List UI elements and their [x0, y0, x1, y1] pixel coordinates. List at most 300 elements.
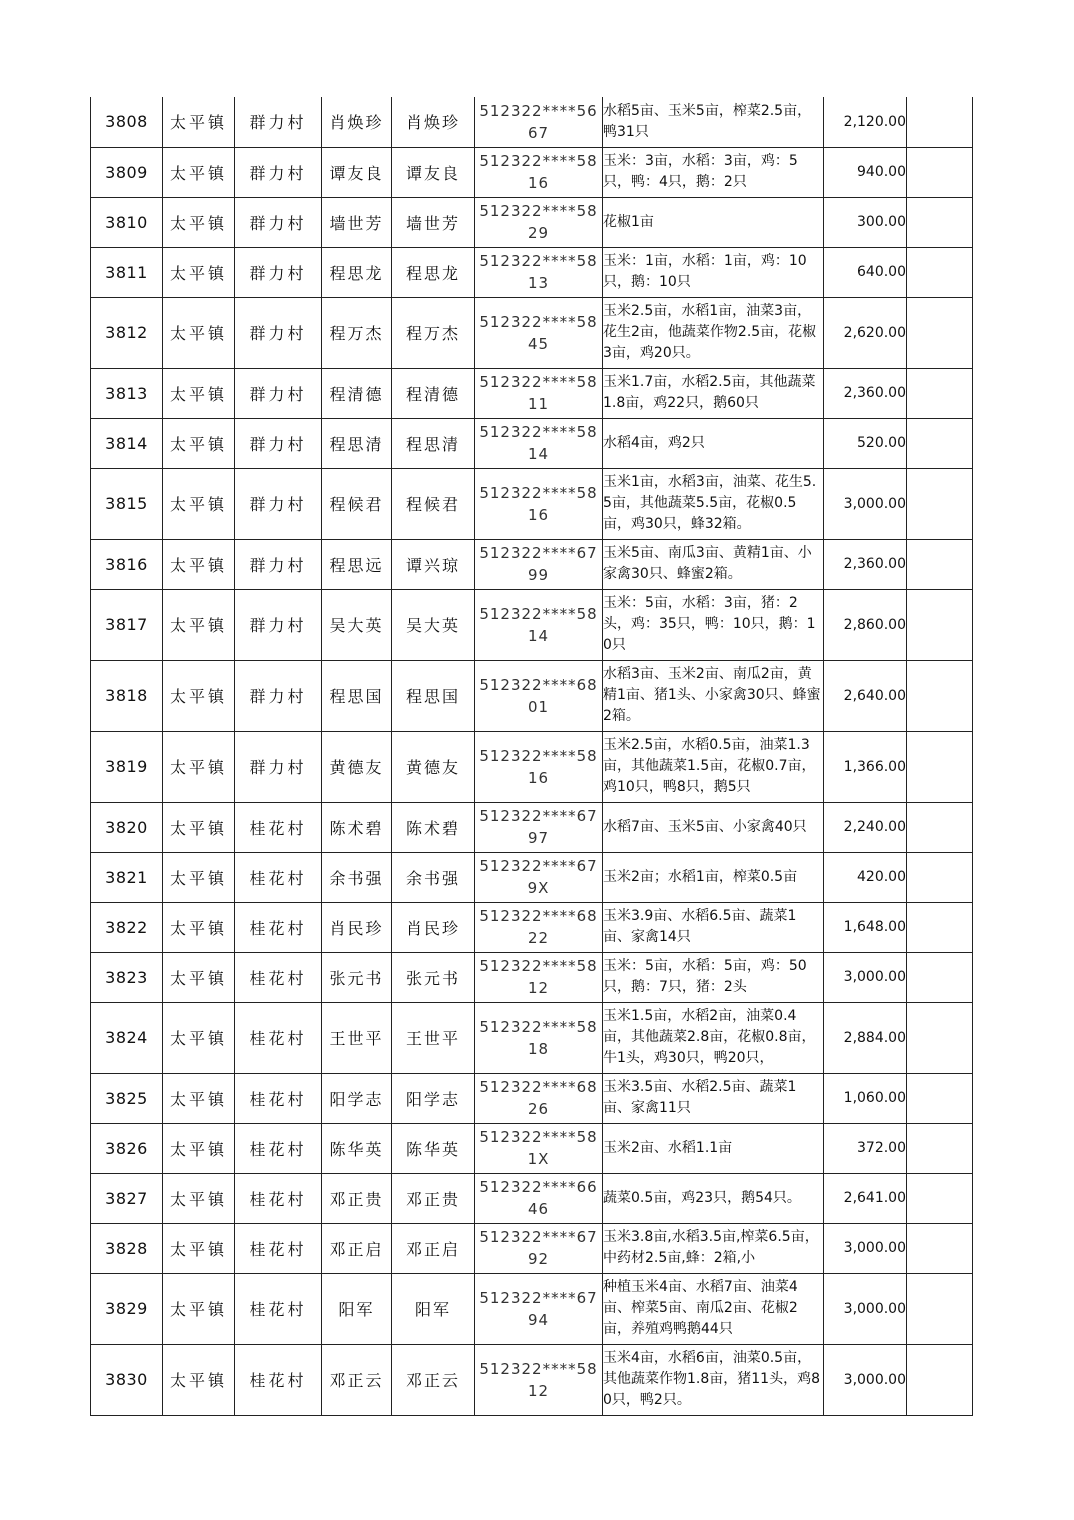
- amount-cell: [824, 197, 907, 247]
- amount-cell: [824, 468, 907, 539]
- id-number-cell: [475, 1123, 603, 1173]
- amount-cell-text: 940.00: [857, 164, 906, 180]
- amount-cell-text: 300.00: [857, 214, 906, 230]
- name-cell: [322, 368, 392, 418]
- row-number-cell-text: 3830: [105, 1370, 148, 1389]
- holder-cell-text: 阳军: [414, 1300, 451, 1319]
- amount-cell-text: 1,366.00: [843, 758, 906, 775]
- amount-cell: [824, 97, 907, 147]
- town-cell-text: 太平镇: [169, 758, 227, 777]
- name-cell: [322, 1073, 392, 1123]
- name-cell: [322, 731, 392, 802]
- table-row: [91, 589, 973, 660]
- empty-cell: [907, 1073, 973, 1123]
- holder-cell-text: 谭兴琼: [405, 555, 460, 575]
- amount-cell: [824, 1123, 907, 1173]
- amount-cell: [824, 952, 907, 1002]
- town-cell: [163, 539, 235, 589]
- name-cell: [322, 418, 392, 468]
- town-cell-text: 太平镇: [169, 1189, 227, 1209]
- empty-cell: [907, 97, 973, 147]
- village-cell-text: 桂花村: [249, 1371, 307, 1390]
- row-number-cell-text: 3808: [105, 112, 148, 132]
- id-number-cell: [475, 660, 603, 731]
- production-description-cell: [603, 731, 824, 802]
- village-cell: [235, 952, 322, 1002]
- row-number-cell-text: 3816: [105, 554, 148, 574]
- name-cell: [322, 247, 392, 297]
- name-cell: [322, 468, 392, 539]
- row-number-cell: [91, 660, 163, 731]
- id-number-cell: [475, 952, 603, 1002]
- id-number-cell: [475, 97, 603, 147]
- holder-cell: [392, 1173, 475, 1223]
- town-cell-text: 太平镇: [169, 434, 227, 454]
- village-cell-text: 桂花村: [249, 918, 307, 938]
- town-cell-text: 太平镇: [169, 113, 227, 133]
- empty-cell: [907, 1273, 973, 1344]
- amount-cell-text: 520.00: [857, 435, 906, 451]
- table-row: [91, 368, 973, 418]
- id-number-cell: [475, 902, 603, 952]
- row-number-cell: [91, 1173, 163, 1223]
- row-number-cell: [91, 247, 163, 297]
- table-row: [91, 539, 973, 589]
- town-cell: [163, 468, 235, 539]
- name-cell: [322, 197, 392, 247]
- town-cell: [163, 1002, 235, 1073]
- production-description-cell: [603, 1223, 824, 1273]
- production-description-cell-text: 花椒1亩: [603, 213, 654, 230]
- row-number-cell: [91, 852, 163, 902]
- id-number-cell: [475, 297, 603, 368]
- holder-cell-text: 程思龙: [405, 263, 460, 283]
- empty-cell: [907, 952, 973, 1002]
- holder-cell: [392, 418, 475, 468]
- empty-cell: [907, 1123, 973, 1173]
- id-number-cell: [475, 468, 603, 539]
- amount-cell-text: 2,640.00: [843, 687, 906, 704]
- name-cell-text: 程万杰: [329, 324, 384, 343]
- holder-cell: [392, 147, 475, 197]
- row-number-cell-text: 3822: [105, 917, 148, 937]
- empty-cell: [907, 147, 973, 197]
- amount-cell-text: 2,240.00: [843, 819, 906, 835]
- town-cell-text: 太平镇: [169, 968, 227, 988]
- village-cell: [235, 902, 322, 952]
- town-cell: [163, 368, 235, 418]
- town-cell: [163, 852, 235, 902]
- empty-cell: [907, 1223, 973, 1273]
- table-row: [91, 852, 973, 902]
- production-description-cell-text: 种植玉米4亩、水稻7亩、油菜4亩、榨菜5亩、南瓜2亩、花椒2亩，养殖鸡鸭鹅44只: [603, 1279, 798, 1337]
- empty-cell: [907, 902, 973, 952]
- id-number-cell-text: 512322****5812: [479, 957, 598, 997]
- town-cell: [163, 902, 235, 952]
- village-cell-text: 桂花村: [249, 1089, 307, 1109]
- amount-cell-text: 3,000.00: [843, 1371, 906, 1388]
- holder-cell-text: 余书强: [405, 868, 460, 888]
- production-description-cell: [603, 1344, 824, 1415]
- production-description-cell: [603, 1173, 824, 1223]
- row-number-cell-text: 3827: [105, 1188, 148, 1208]
- holder-cell-text: 肖焕珍: [405, 113, 460, 133]
- row-number-cell: [91, 1223, 163, 1273]
- holder-cell-text: 程思清: [405, 434, 460, 454]
- id-number-cell-text: 512322****5816: [479, 152, 598, 192]
- holder-cell-text: 吴大英: [405, 616, 460, 635]
- row-number-cell-text: 3825: [105, 1088, 148, 1108]
- amount-cell-text: 1,060.00: [843, 1090, 906, 1106]
- row-number-cell-text: 3812: [105, 323, 148, 342]
- town-cell-text: 太平镇: [169, 263, 227, 283]
- holder-cell-text: 张元书: [405, 968, 460, 988]
- row-number-cell: [91, 97, 163, 147]
- village-cell-text: 群力村: [249, 495, 307, 514]
- holder-cell: [392, 1273, 475, 1344]
- table-row: [91, 660, 973, 731]
- production-description-cell-text: 玉米2.5亩，水稻0.5亩，油菜1.3亩，其他蔬菜1.5亩，花椒0.7亩，鸡10只，鸭8只，鹅5只: [603, 737, 816, 795]
- town-cell-text: 太平镇: [169, 1089, 227, 1109]
- village-cell-text: 桂花村: [249, 1300, 307, 1319]
- holder-cell: [392, 952, 475, 1002]
- village-cell: [235, 1173, 322, 1223]
- holder-cell-text: 墙世芳: [405, 213, 460, 233]
- empty-cell: [907, 852, 973, 902]
- id-number-cell-text: 512322****6799: [479, 544, 598, 584]
- row-number-cell: [91, 147, 163, 197]
- row-number-cell: [91, 368, 163, 418]
- id-number-cell-text: 512322****5814: [479, 423, 598, 463]
- table-row: [91, 731, 973, 802]
- village-cell-text: 桂花村: [249, 968, 307, 988]
- row-number-cell-text: 3819: [105, 757, 148, 776]
- production-description-cell: [603, 902, 824, 952]
- production-description-cell: [603, 1123, 824, 1173]
- row-number-cell: [91, 731, 163, 802]
- name-cell-text: 陈华英: [329, 1139, 384, 1159]
- production-description-cell-text: 玉米2.5亩，水稻1亩，油菜3亩，花生2亩，他蔬菜作物2.5亩，花椒3亩，鸡20只。: [603, 303, 817, 361]
- empty-cell: [907, 368, 973, 418]
- production-description-cell: [603, 297, 824, 368]
- id-number-cell: [475, 197, 603, 247]
- name-cell-text: 程思龙: [329, 263, 384, 283]
- production-description-cell: [603, 197, 824, 247]
- town-cell-text: 太平镇: [169, 1300, 227, 1319]
- table-row: [91, 902, 973, 952]
- row-number-cell-text: 3824: [105, 1028, 148, 1047]
- table-row: [91, 197, 973, 247]
- production-description-cell: [603, 247, 824, 297]
- name-cell-text: 谭友良: [329, 163, 384, 183]
- amount-cell-text: 3,000.00: [843, 495, 906, 512]
- holder-cell-text: 黄德友: [405, 758, 460, 777]
- town-cell: [163, 1273, 235, 1344]
- empty-cell: [907, 539, 973, 589]
- production-description-cell: [603, 952, 824, 1002]
- row-number-cell: [91, 1073, 163, 1123]
- town-cell: [163, 952, 235, 1002]
- town-cell: [163, 1073, 235, 1123]
- empty-cell: [907, 1173, 973, 1223]
- village-cell-text: 桂花村: [249, 1189, 307, 1209]
- id-number-cell: [475, 1173, 603, 1223]
- name-cell: [322, 589, 392, 660]
- holder-cell: [392, 539, 475, 589]
- village-cell: [235, 468, 322, 539]
- table-row: [91, 1273, 973, 1344]
- id-number-cell-text: 512322****5812: [479, 1359, 598, 1400]
- village-cell: [235, 1002, 322, 1073]
- town-cell: [163, 660, 235, 731]
- row-number-cell: [91, 902, 163, 952]
- production-description-cell: [603, 802, 824, 852]
- empty-cell: [907, 247, 973, 297]
- town-cell-text: 太平镇: [169, 1139, 227, 1159]
- amount-cell: [824, 1002, 907, 1073]
- table-row: [91, 1344, 973, 1415]
- production-description-cell: [603, 1073, 824, 1123]
- row-number-cell-text: 3811: [105, 262, 148, 282]
- id-number-cell-text: 512322****6797: [479, 807, 598, 847]
- name-cell-text: 王世平: [329, 1029, 384, 1048]
- production-description-cell-text: 玉米5亩、南瓜3亩、黄精1亩、小家禽30只、蜂蜜2箱。: [603, 545, 812, 582]
- holder-cell-text: 邓正贵: [405, 1189, 460, 1209]
- id-number-cell: [475, 1223, 603, 1273]
- name-cell-text: 张元书: [329, 968, 384, 988]
- table-row: [91, 247, 973, 297]
- id-number-cell-text: 512322****6822: [479, 907, 598, 947]
- holder-cell: [392, 1002, 475, 1073]
- production-description-cell: [603, 368, 824, 418]
- name-cell-text: 余书强: [329, 868, 384, 888]
- row-number-cell: [91, 468, 163, 539]
- production-description-cell: [603, 97, 824, 147]
- id-number-cell: [475, 1002, 603, 1073]
- village-cell: [235, 418, 322, 468]
- production-description-cell: [603, 852, 824, 902]
- table-row: [91, 418, 973, 468]
- holder-cell: [392, 1223, 475, 1273]
- table-row: [91, 1173, 973, 1223]
- village-cell-text: 桂花村: [249, 818, 307, 838]
- production-description-cell-text: 玉米3.9亩、水稻6.5亩、蔬菜1亩、家禽14只: [603, 908, 797, 945]
- row-number-cell-text: 3820: [105, 817, 148, 837]
- town-cell: [163, 1173, 235, 1223]
- town-cell: [163, 1223, 235, 1273]
- amount-cell: [824, 147, 907, 197]
- id-number-cell-text: 512322****6792: [479, 1228, 598, 1268]
- holder-cell: [392, 802, 475, 852]
- name-cell-text: 陈术碧: [329, 818, 384, 838]
- row-number-cell: [91, 1273, 163, 1344]
- amount-cell: [824, 539, 907, 589]
- production-description-cell: [603, 1002, 824, 1073]
- village-cell-text: 桂花村: [249, 1239, 307, 1259]
- production-description-cell-text: 玉米1亩，水稻3亩，油菜、花生5.5亩，其他蔬菜5.5亩，花椒0.5亩，鸡30只，蜂32箱。: [603, 474, 817, 532]
- table-row: [91, 97, 973, 147]
- amount-cell: [824, 660, 907, 731]
- village-cell: [235, 731, 322, 802]
- holder-cell-text: 阳学志: [405, 1089, 460, 1109]
- amount-cell: [824, 297, 907, 368]
- amount-cell-text: 640.00: [857, 264, 906, 280]
- holder-cell: [392, 902, 475, 952]
- amount-cell: [824, 802, 907, 852]
- name-cell-text: 邓正贵: [329, 1189, 384, 1209]
- empty-cell: [907, 1344, 973, 1415]
- village-cell-text: 群力村: [249, 687, 307, 706]
- table-row: [91, 952, 973, 1002]
- amount-cell: [824, 1273, 907, 1344]
- name-cell: [322, 147, 392, 197]
- amount-cell: [824, 418, 907, 468]
- name-cell: [322, 539, 392, 589]
- empty-cell: [907, 297, 973, 368]
- town-cell-text: 太平镇: [169, 555, 227, 575]
- production-description-cell-text: 玉米3.8亩,水稻3.5亩,榨菜6.5亩，中药材2.5亩,蜂：2箱,小: [603, 1229, 819, 1266]
- holder-cell: [392, 660, 475, 731]
- village-cell: [235, 852, 322, 902]
- amount-cell: [824, 1223, 907, 1273]
- production-description-cell: [603, 660, 824, 731]
- name-cell-text: 黄德友: [329, 758, 384, 777]
- name-cell: [322, 1123, 392, 1173]
- id-number-cell: [475, 247, 603, 297]
- row-number-cell: [91, 802, 163, 852]
- holder-cell: [392, 247, 475, 297]
- town-cell: [163, 1344, 235, 1415]
- village-cell: [235, 1344, 322, 1415]
- production-description-cell-text: 玉米2亩；水稻1亩，榨菜0.5亩: [603, 868, 798, 885]
- holder-cell: [392, 468, 475, 539]
- holder-cell-text: 陈术碧: [405, 818, 460, 838]
- id-number-cell-text: 512322****679X: [479, 857, 598, 897]
- row-number-cell: [91, 297, 163, 368]
- holder-cell: [392, 297, 475, 368]
- production-description-cell: [603, 589, 824, 660]
- id-number-cell-text: 512322****5816: [479, 483, 598, 524]
- name-cell: [322, 97, 392, 147]
- holder-cell: [392, 97, 475, 147]
- name-cell-text: 程思远: [329, 555, 384, 575]
- table-row: [91, 1223, 973, 1273]
- town-cell-text: 太平镇: [169, 818, 227, 838]
- name-cell: [322, 1223, 392, 1273]
- village-cell: [235, 539, 322, 589]
- amount-cell: [824, 1344, 907, 1415]
- name-cell-text: 程思国: [329, 687, 384, 706]
- row-number-cell-text: 3817: [105, 615, 148, 634]
- production-description-cell-text: 玉米：3亩，水稻：3亩，鸡：5只，鸭：4只，鹅：2只: [603, 153, 798, 190]
- holder-cell: [392, 368, 475, 418]
- id-number-cell-text: 512322****5811: [479, 373, 598, 413]
- row-number-cell-text: 3828: [105, 1238, 148, 1258]
- village-cell-text: 群力村: [249, 758, 307, 777]
- id-number-cell-text: 512322****5813: [479, 252, 598, 292]
- village-cell-text: 群力村: [249, 263, 307, 283]
- town-cell: [163, 97, 235, 147]
- holder-cell: [392, 589, 475, 660]
- village-cell-text: 桂花村: [249, 868, 307, 888]
- holder-cell: [392, 852, 475, 902]
- holder-cell: [392, 1073, 475, 1123]
- holder-cell: [392, 1123, 475, 1173]
- town-cell: [163, 147, 235, 197]
- id-number-cell-text: 512322****6801: [479, 675, 598, 716]
- id-number-cell: [475, 368, 603, 418]
- town-cell-text: 太平镇: [169, 1239, 227, 1259]
- holder-cell-text: 肖民珍: [405, 918, 460, 938]
- production-description-cell-text: 蔬菜0.5亩，鸡23只，鹅54只。: [603, 1189, 801, 1206]
- empty-cell: [907, 197, 973, 247]
- holder-cell-text: 程清德: [405, 384, 460, 404]
- id-number-cell-text: 512322****6646: [479, 1178, 598, 1218]
- town-cell: [163, 731, 235, 802]
- name-cell-text: 吴大英: [329, 616, 384, 635]
- holder-cell-text: 程候君: [405, 495, 460, 514]
- amount-cell: [824, 1173, 907, 1223]
- name-cell-text: 程候君: [329, 495, 384, 514]
- village-cell: [235, 247, 322, 297]
- amount-cell-text: 2,884.00: [843, 1029, 906, 1046]
- id-number-cell-text: 512322****6794: [479, 1288, 598, 1329]
- name-cell-text: 肖焕珍: [329, 113, 384, 133]
- village-cell-text: 桂花村: [249, 1029, 307, 1048]
- id-number-cell-text: 512322****5814: [479, 604, 598, 645]
- empty-cell: [907, 731, 973, 802]
- row-number-cell-text: 3814: [105, 433, 148, 453]
- production-description-cell-text: 玉米2亩、水稻1.1亩: [603, 1139, 733, 1156]
- name-cell: [322, 1273, 392, 1344]
- id-number-cell-text: 512322****581X: [479, 1128, 598, 1168]
- village-cell: [235, 147, 322, 197]
- production-description-cell: [603, 539, 824, 589]
- village-cell: [235, 1223, 322, 1273]
- village-cell: [235, 1073, 322, 1123]
- holder-cell-text: 程思国: [405, 687, 460, 706]
- holder-cell-text: 邓正启: [405, 1239, 460, 1259]
- table-row: [91, 1002, 973, 1073]
- production-description-cell-text: 玉米3.5亩、水稻2.5亩、蔬菜1亩、家禽11只: [603, 1079, 797, 1116]
- table-row: [91, 802, 973, 852]
- holder-cell-text: 程万杰: [405, 324, 460, 343]
- id-number-cell-text: 512322****6826: [479, 1078, 598, 1118]
- village-cell: [235, 1273, 322, 1344]
- production-description-cell: [603, 468, 824, 539]
- village-cell: [235, 197, 322, 247]
- production-description-cell-text: 玉米：5亩，水稻：5亩，鸡：50只，鹅：7只，猪：2头: [603, 958, 807, 995]
- id-number-cell: [475, 852, 603, 902]
- table-row: [91, 147, 973, 197]
- amount-cell-text: 3,000.00: [843, 969, 906, 985]
- production-description-cell-text: 玉米4亩，水稻6亩，油菜0.5亩，其他蔬菜作物1.8亩，猪11头，鸡80只，鸭2只。: [603, 1350, 820, 1408]
- row-number-cell-text: 3810: [105, 212, 148, 232]
- village-cell-text: 群力村: [249, 213, 307, 233]
- village-cell-text: 群力村: [249, 434, 307, 454]
- production-description-cell-text: 水稻4亩，鸡2只: [603, 434, 705, 451]
- empty-cell: [907, 1002, 973, 1073]
- town-cell-text: 太平镇: [169, 868, 227, 888]
- name-cell-text: 程清德: [329, 384, 384, 404]
- amount-cell: [824, 589, 907, 660]
- town-cell: [163, 247, 235, 297]
- empty-cell: [907, 802, 973, 852]
- empty-cell: [907, 468, 973, 539]
- row-number-cell-text: 3813: [105, 383, 148, 403]
- amount-cell-text: 2,641.00: [843, 1190, 906, 1206]
- amount-cell-text: 2,620.00: [843, 324, 906, 341]
